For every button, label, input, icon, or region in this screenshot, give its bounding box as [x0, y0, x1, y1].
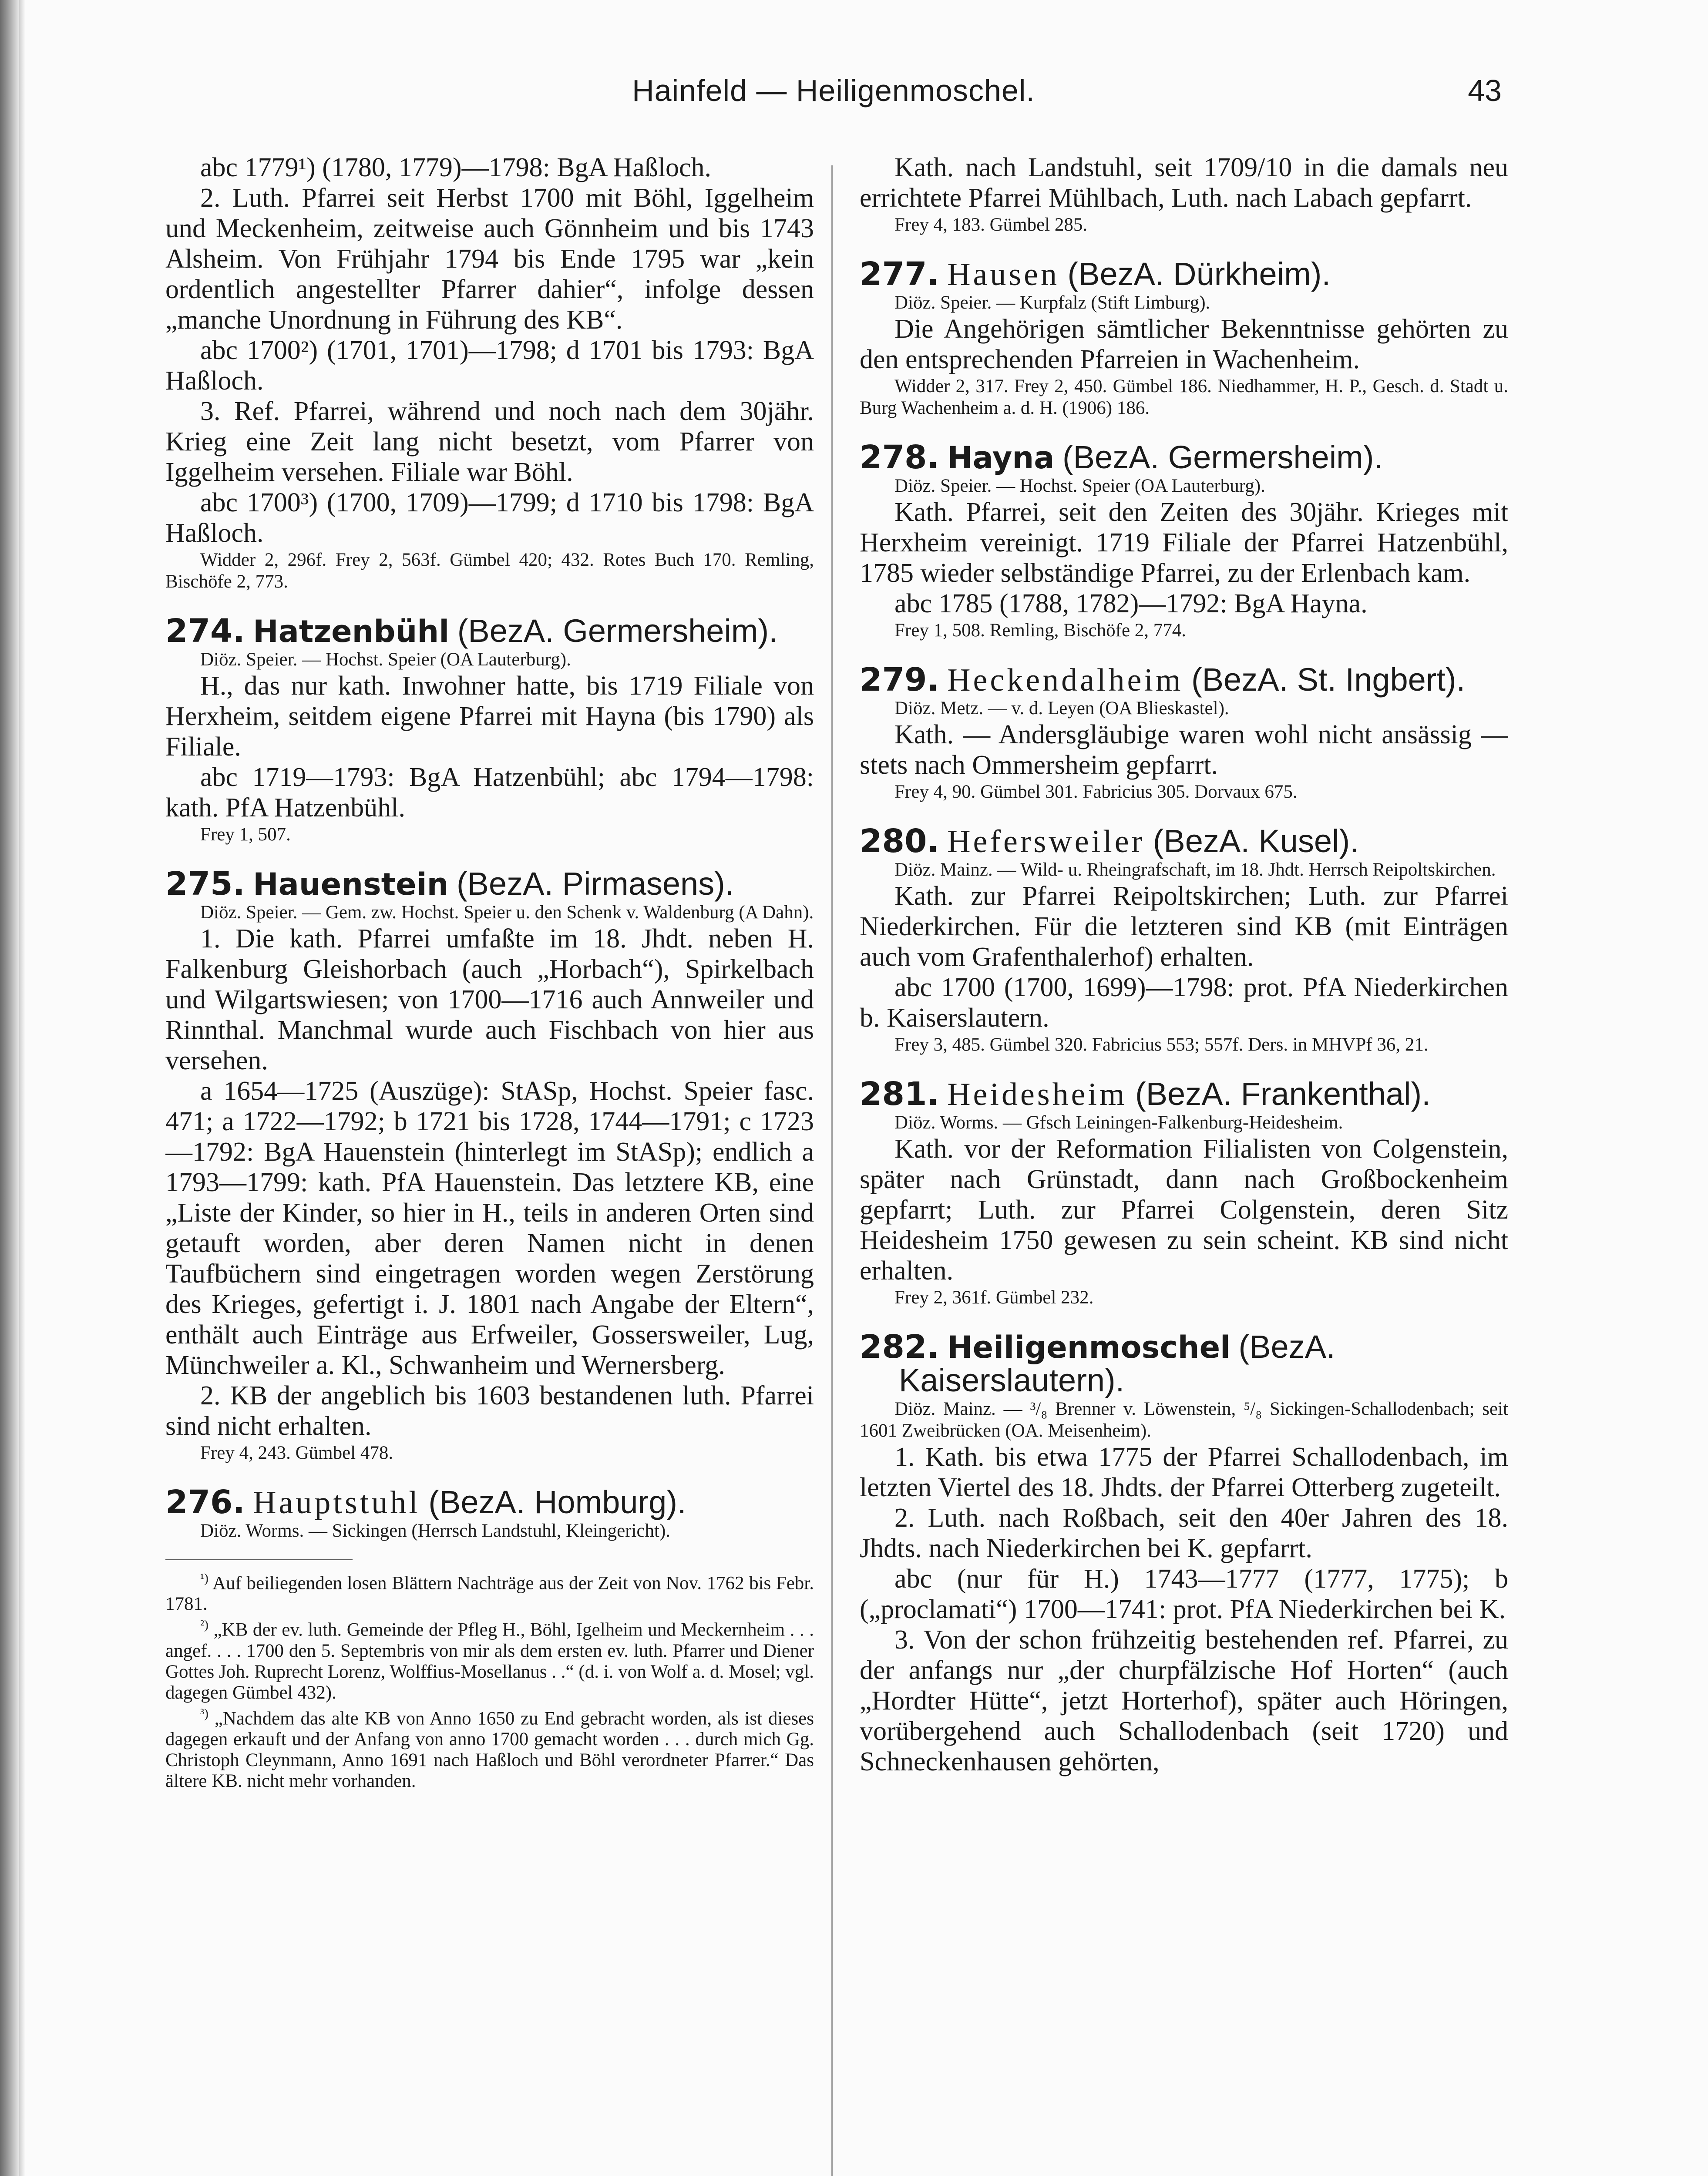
district: (BezA. Kaiserslautern).: [899, 1329, 1335, 1398]
diocese-line: Diöz. Speier. — Hochst. Speier (OA Lauterburg).: [894, 476, 1265, 496]
entry-number: 281.: [860, 1075, 939, 1113]
place-name: Heidesheim: [947, 1077, 1127, 1112]
entry-paragraph: Kath. — Andersgläubige waren wohl nicht ansässig — stets nach Ommersheim gepfarrt.: [860, 720, 1508, 780]
entry-heading: [860, 441, 1508, 474]
entry-number: 277.: [860, 255, 939, 293]
footnote-mark: ¹): [200, 1571, 208, 1585]
footnote-mark: ²): [200, 1618, 208, 1632]
entry-number: 276.: [165, 1484, 245, 1521]
entry-heading: [860, 255, 1508, 293]
entry-references: Frey 4, 183. Gümbel 285.: [894, 215, 1088, 235]
diocese-line: Diöz. Speier. — Hochst. Speier (OA Lauterburg).: [200, 649, 571, 670]
footnote-mark: ³): [200, 1706, 208, 1721]
district: (BezA. Frankenthal).: [1135, 1076, 1431, 1112]
entry-references: Widder 2, 317. Frey 2, 450. Gümbel 186. Niedhammer, H. P., Gesch. d. Stadt u. Burg Wachenheim a. d. H. (1906) 186.: [860, 376, 1508, 418]
footnote-text: „Nachdem das alte KB von Anno 1650 zu End gebracht worden, als ist dieses dagegen erkauft und der Anfang von anno 1700 gemacht worden . . . durch mich Gg. Christoph Cleynmann, Anno 1691 nach Haßloch und Böhl verordneter Pfarrer.“ Das ältere KB. nicht mehr vorhanden.: [165, 1708, 814, 1791]
place-name: Hayna: [947, 440, 1055, 476]
diocese-line: Diöz. Mainz. — Wild- u. Rheingrafschaft, im 18. Jhdt. Herrsch Reipoltskirchen.: [894, 860, 1496, 880]
entry-282: [860, 1330, 1508, 1777]
entry-277: [860, 255, 1508, 419]
entry-heading: [860, 1330, 1508, 1397]
entry-276: [165, 1486, 814, 1542]
page-number: 43: [1468, 74, 1502, 107]
entry-number: 282.: [860, 1328, 939, 1366]
diocese-line: Diöz. Worms. — Sickingen (Herrsch Landstuhl, Kleingericht).: [200, 1521, 671, 1541]
page-header: [165, 73, 1502, 121]
footnote: [165, 1568, 814, 1615]
left-column: [165, 152, 814, 2176]
place-name: Hatzenbühl: [253, 614, 450, 649]
diocese-line: Diöz. Speier. — Kurpfalz (Stift Limburg).: [894, 292, 1210, 313]
entry-heading: [860, 825, 1508, 858]
entry-paragraph: 1. Die kath. Pfarrei umfaßte im 18. Jhdt. neben H. Falkenburg Gleishorbach (auch „Horbach“), Spirkelbach und Wilgartswiesen; von 1700—1716 auch Annweiler und Rinnthal. Manchmal wurde auch Fischbach von hier aus versehen.: [165, 924, 814, 1075]
continued-paragraph: Kath. nach Landstuhl, seit 1709/10 in die damals neu errichtete Pfarrei Mühlbach, Luth. nach Labach gepfarrt.: [860, 153, 1508, 213]
entry-paragraph: Die Angehörigen sämtlicher Bekenntnisse gehörten zu den entsprechenden Pfarreien in Wachenheim.: [860, 314, 1508, 374]
entry-279: [860, 663, 1508, 803]
entry-references: Widder 2, 296f. Frey 2, 563f. Gümbel 420; 432. Rotes Buch 170. Remling, Bischöfe 2, 773.: [165, 550, 814, 592]
entry-heading: [860, 663, 1508, 697]
entry-references: Frey 2, 361f. Gümbel 232.: [894, 1287, 1094, 1308]
entry-number: 274.: [165, 612, 245, 650]
entry-references: Frey 4, 90. Gümbel 301. Fabricius 305. Dorvaux 675.: [894, 782, 1298, 802]
entry-paragraph: H., das nur kath. Inwohner hatte, bis 1719 Filiale von Herxheim, seitdem eigene Pfarrei mit Hayna (bis 1790) als Filiale.: [165, 671, 814, 762]
entry-heading: [165, 612, 814, 650]
place-name: Hefersweiler: [947, 824, 1145, 860]
district: (BezA. Germersheim).: [457, 613, 778, 649]
entry-number: 279.: [860, 661, 939, 698]
district: (BezA. Pirmasens).: [457, 866, 734, 902]
entry-275: [165, 867, 814, 1464]
entry-heading: [165, 867, 814, 901]
entry-paragraph: a 1654—1725 (Auszüge): StASp, Hochst. Speier fasc. 471; a 1722—1792; b 1721 bis 1728, 1744—1791; c 1723—1792: BgA Hauenstein (hinterlegt im StASp); endlich a 1793—1799: kath. PfA Hauenstein. Das letztere KB, eine „Liste der Kinder, so hier in H., teils in anderen Orten sind getauft worden, aber deren Namen nicht in denen Taufbüchern sind eingetragen worden wegen Zerstörung des Krieges, gefertigt i. J. 1801 nach Angabe der Eltern“, enthält auch Einträge aus Erfweiler, Gossersweiler, Lug, Münchweiler a. Kl., Schwanheim und Wernersberg.: [165, 1076, 814, 1380]
entry-references: Frey 3, 485. Gümbel 320. Fabricius 553; 557f. Ders. in MHVPf 36, 21.: [894, 1034, 1429, 1055]
diocese-line: Diöz. Mainz. — ³/₈ Brenner v. Löwenstein, ⁵/₈ Sickingen-Schallodenbach; seit 1601 Zweibrücken (OA. Meisenheim).: [860, 1399, 1508, 1441]
entry-number: 278.: [860, 439, 939, 476]
entry-paragraph: abc 1700 (1700, 1699)—1798: prot. PfA Niederkirchen b. Kaiserslautern.: [860, 973, 1508, 1033]
continued-paragraph: abc 1700²) (1701, 1701)—1798; d 1701 bis 1793: BgA Haßloch.: [165, 336, 814, 396]
place-name: Heckendalheim: [947, 662, 1183, 698]
district: (BezA. St. Ingbert).: [1191, 662, 1466, 698]
entry-references: Frey 1, 508. Remling, Bischöfe 2, 774.: [894, 620, 1187, 641]
continued-paragraph: 3. Ref. Pfarrei, während und noch nach dem 30jähr. Krieg eine Zeit lang nicht besetzt, vom Pfarrer von Iggelheim versehen. Filiale war Böhl.: [165, 396, 814, 487]
right-column: [860, 152, 1508, 2176]
entry-paragraph: abc (nur für H.) 1743—1777 (1777, 1775); b („proclamati“) 1700—1741: prot. PfA Niederkirchen bei K.: [860, 1564, 1508, 1624]
entry-paragraph: Kath. Pfarrei, seit den Zeiten des 30jähr. Krieges mit Herxheim vereinigt. 1719 Filiale der Pfarrei Hatzenbühl, 1785 wieder selbständige Pfarrei, zu der Erlenbach kam.: [860, 497, 1508, 588]
diocese-line: Diöz. Worms. — Gfsch Leiningen-Falkenburg-Heidesheim.: [894, 1112, 1343, 1133]
diocese-line: Diöz. Speier. — Gem. zw. Hochst. Speier u. den Schenk v. Waldenburg (A Dahn).: [200, 902, 814, 923]
entry-paragraph: 3. Von der schon frühzeitig bestehenden ref. Pfarrei, zu der anfangs nur „der churpfälzische Hof Horten“ (auch „Hordter Hütte“, jetzt Horterhof), später auch Höringen, vorübergehend auch Schallodenbach (seit 1720) und Schneckenhausen gehörten,: [860, 1625, 1508, 1776]
entry-number: 275.: [165, 865, 245, 903]
continued-paragraph: 2. Luth. Pfarrei seit Herbst 1700 mit Böhl, Iggelheim und Meckenheim, zeitweise auch Gönnheim und bis 1743 Alsheim. Von Frühjahr 1794 bis Ende 1795 war „kein ordentlich angestellter Pfarrer dahier“, infolge dessen „manche Unordnung in Führung des KB“.: [165, 183, 814, 335]
footnote-text: Auf beiliegenden losen Blättern Nachträge aus der Zeit von Nov. 1762 bis Febr. 1781.: [165, 1573, 814, 1615]
entry-paragraph: 2. Luth. nach Roßbach, seit den 40er Jahren des 18. Jhdts. nach Niederkirchen bei K. gepfarrt.: [860, 1503, 1508, 1563]
district: (BezA. Dürkheim).: [1067, 256, 1331, 292]
entry-paragraph: abc 1785 (1788, 1782)—1792: BgA Hayna.: [894, 589, 1368, 618]
entry-heading: [860, 1075, 1508, 1113]
entry-paragraph: 2. KB der angeblich bis 1603 bestandenen luth. Pfarrei sind nicht erhalten.: [165, 1381, 814, 1441]
entry-281: [860, 1075, 1508, 1309]
continued-paragraph: abc 1779¹) (1780, 1779)—1798: BgA Haßloch.: [200, 153, 712, 182]
entry-references: Frey 4, 243. Gümbel 478.: [200, 1443, 393, 1463]
district: (BezA. Kusel).: [1153, 823, 1359, 859]
entry-references: Frey 1, 507.: [200, 824, 291, 845]
entry-274: [165, 612, 814, 846]
scan-edge-fade: [19, 0, 25, 2176]
place-name: Heiligenmoschel: [947, 1330, 1231, 1365]
footnote: [165, 1703, 814, 1792]
column-divider: [831, 165, 833, 2176]
entry-280: [860, 825, 1508, 1056]
entry-paragraph: Kath. vor der Reformation Filialisten von Colgenstein, später nach Grünstadt, dann nach Großbockenheim gepfarrt; Luth. zur Pfarrei Colgenstein, deren Sitz Heidesheim 1750 gewesen zu sein scheint. KB sind nicht erhalten.: [860, 1134, 1508, 1286]
place-name: Hauptstuhl: [253, 1485, 420, 1521]
footnote-text: „KB der ev. luth. Gemeinde der Pfleg H., Böhl, Igelheim und Meckernheim . . . angef. . . . 1700 den 5. Septembris von mir als dem ersten ev. luth. Pfarrer und Diener Gottes Joh. Ruprecht Lorenz, Wolffius-Mosellanus . .“ (d. i. von Wolf a. d. Mosel; vgl. dagegen Gümbel 432).: [165, 1619, 814, 1703]
entry-heading: [165, 1486, 814, 1519]
place-name: Hauenstein: [253, 866, 449, 902]
footnote: [165, 1615, 814, 1703]
entry-number: 280.: [860, 823, 939, 860]
entry-paragraph: abc 1719—1793: BgA Hatzenbühl; abc 1794—1798: kath. PfA Hatzenbühl.: [165, 762, 814, 823]
continued-paragraph: abc 1700³) (1700, 1709)—1799; d 1710 bis 1798: BgA Haßloch.: [165, 488, 814, 548]
district: (BezA. Germersheim).: [1062, 439, 1383, 475]
district: (BezA. Homburg).: [428, 1484, 686, 1520]
diocese-line: Diöz. Metz. — v. d. Leyen (OA Blieskastel).: [894, 698, 1229, 719]
running-title: Hainfeld — Heiligenmoschel.: [632, 74, 1035, 107]
place-name: Hausen: [947, 257, 1060, 292]
scan-edge-shadow: [0, 0, 19, 2176]
footnote-rule: [165, 1559, 353, 1560]
entry-paragraph: 1. Kath. bis etwa 1775 der Pfarrei Schallodenbach, im letzten Viertel des 18. Jhdts. der Pfarrei Otterberg zugeteilt.: [860, 1442, 1508, 1502]
entry-paragraph: Kath. zur Pfarrei Reipoltskirchen; Luth. zur Pfarrei Niederkirchen. Für die letzteren sind KB (mit Einträgen auch vom Grafenthalerhof) erhalten.: [860, 881, 1508, 972]
entry-278: [860, 441, 1508, 641]
